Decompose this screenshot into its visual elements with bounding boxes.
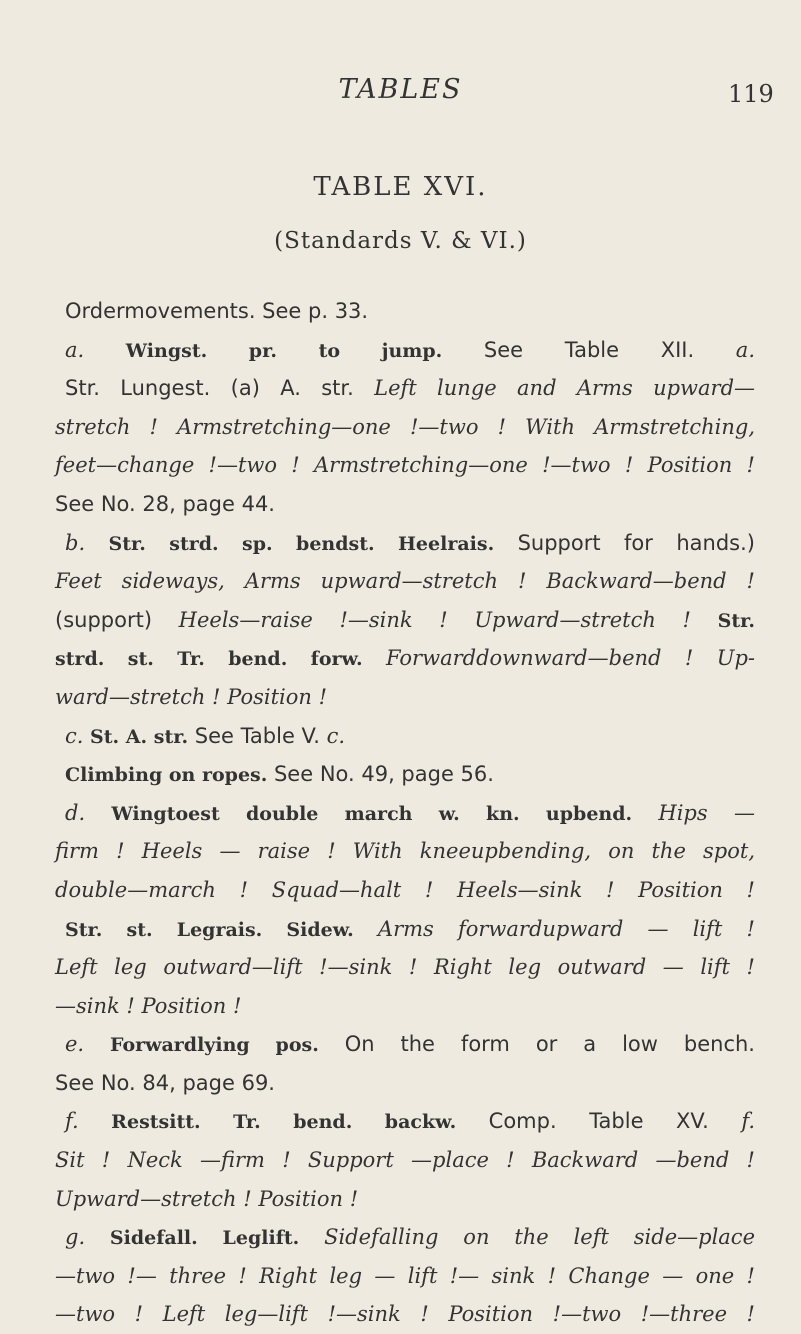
text-run: Arms forwardupward — lift ! (377, 916, 755, 941)
text-run: Sidefalling on the left side—place (324, 1225, 755, 1250)
text-run: Support for hands.) (517, 530, 755, 555)
text-run: St. A. str. (83, 725, 195, 748)
exercise-text (55, 292, 755, 1334)
text-line (55, 1102, 755, 1141)
text-run: f. (65, 1109, 79, 1134)
text-run: See No. 49, page 56. (273, 762, 494, 787)
text-line (55, 369, 755, 408)
text-run: Forwarddownward—bend ! Up- (385, 646, 756, 671)
table-subtitle: (Standards V. & VI.) (274, 228, 527, 254)
text-line (55, 910, 755, 949)
text-line (55, 1180, 755, 1219)
running-head: TABLES (338, 74, 463, 105)
text-line (55, 794, 755, 833)
text-run: g. (65, 1225, 86, 1250)
text-run: stretch ! Armstretching—one !—two ! With Armstretching, (55, 414, 755, 439)
text-run: strd. st. Tr. bend. forw. (55, 648, 386, 671)
text-run: Comp. Table XV. (488, 1109, 742, 1134)
text-run: Sidefall. Leglift. (85, 1227, 325, 1250)
text-run: e. (65, 1032, 85, 1057)
page-number: 119 (728, 80, 774, 108)
text-run: See No. 28, page 44. (55, 491, 275, 516)
text-run: Ordermovements. See p. 33. (65, 299, 369, 323)
text-line (55, 948, 755, 987)
text-run: Left lunge and Arms upward— (374, 376, 756, 401)
text-line (55, 1141, 755, 1180)
text-line (55, 331, 755, 370)
text-run: Feet sideways, Arms upward—stretch ! Backward—bend ! (55, 569, 755, 594)
text-line (55, 1295, 755, 1334)
text-run: Left leg outward—lift !—sink ! Right leg outward — lift ! (55, 955, 755, 980)
text-run: Climbing on ropes. (65, 764, 274, 787)
text-line (55, 408, 755, 447)
text-line (55, 832, 755, 871)
text-run: Heels—raise !—sink ! Upward—stretch ! (178, 607, 718, 632)
text-run: Str. Lungest. (a) A. str. (65, 376, 375, 401)
text-line (55, 524, 755, 563)
text-run: firm ! Heels — raise ! With kneeupbending, on the spot, (55, 839, 755, 864)
text-line (55, 871, 755, 910)
text-run: a. (65, 337, 85, 362)
text-run: a. (735, 337, 755, 362)
text-run: b. (65, 530, 86, 555)
text-run: Restsitt. Tr. bend. backw. (78, 1111, 489, 1134)
text-run: ward—stretch ! Position ! (55, 684, 328, 709)
table-title: TABLE XVI. (313, 172, 488, 202)
text-line (55, 1218, 755, 1257)
text-line (55, 639, 755, 678)
text-run: double—march ! Squad—halt ! Heels—sink ! Position ! (55, 877, 755, 902)
text-run: —two !— three ! Right leg — lift !— sink ! Change — one ! (55, 1263, 755, 1288)
text-run: Upward—stretch ! Position ! (55, 1186, 359, 1211)
text-run: feet—change !—two ! Armstretching—one !—two ! Position ! (55, 453, 755, 478)
text-run: Str. (717, 609, 755, 632)
text-run: Sit ! Neck —firm ! Support —place ! Backward —bend ! (55, 1148, 755, 1173)
text-run: d. (65, 800, 86, 825)
text-line (55, 1257, 755, 1296)
text-line (55, 1025, 755, 1064)
text-run: See Table V. (194, 723, 327, 748)
text-run: f. (741, 1109, 756, 1134)
text-run: c. (65, 723, 84, 748)
text-line (55, 292, 755, 331)
text-line (55, 987, 755, 1026)
text-line (55, 562, 755, 601)
text-run: Forwardlying pos. (84, 1034, 345, 1057)
text-line (55, 755, 755, 794)
text-run: —two ! Left leg—lift !—sink ! Position !—two !—three ! (55, 1302, 755, 1327)
text-line (55, 485, 755, 524)
text-run: On the form or a low bench. (344, 1032, 755, 1057)
text-run: See No. 84, page 69. (55, 1070, 275, 1095)
text-run: Hips — (658, 800, 755, 825)
text-run: c. (326, 723, 346, 748)
text-line (55, 1064, 755, 1103)
text-line (55, 601, 755, 640)
text-run: Str. strd. sp. bendst. Heelrais. (85, 532, 518, 555)
text-run: Wingtoest double march w. kn. upbend. (85, 802, 659, 825)
text-run: Wingst. pr. to jump. (84, 339, 484, 362)
text-line (55, 678, 755, 717)
text-run: See Table XII. (483, 337, 736, 362)
text-line (55, 446, 755, 485)
text-line (55, 717, 755, 756)
text-run: —sink ! Position ! (55, 993, 242, 1018)
text-run: Str. st. Legrais. Sidew. (65, 918, 378, 941)
text-run: (support) (55, 607, 179, 632)
